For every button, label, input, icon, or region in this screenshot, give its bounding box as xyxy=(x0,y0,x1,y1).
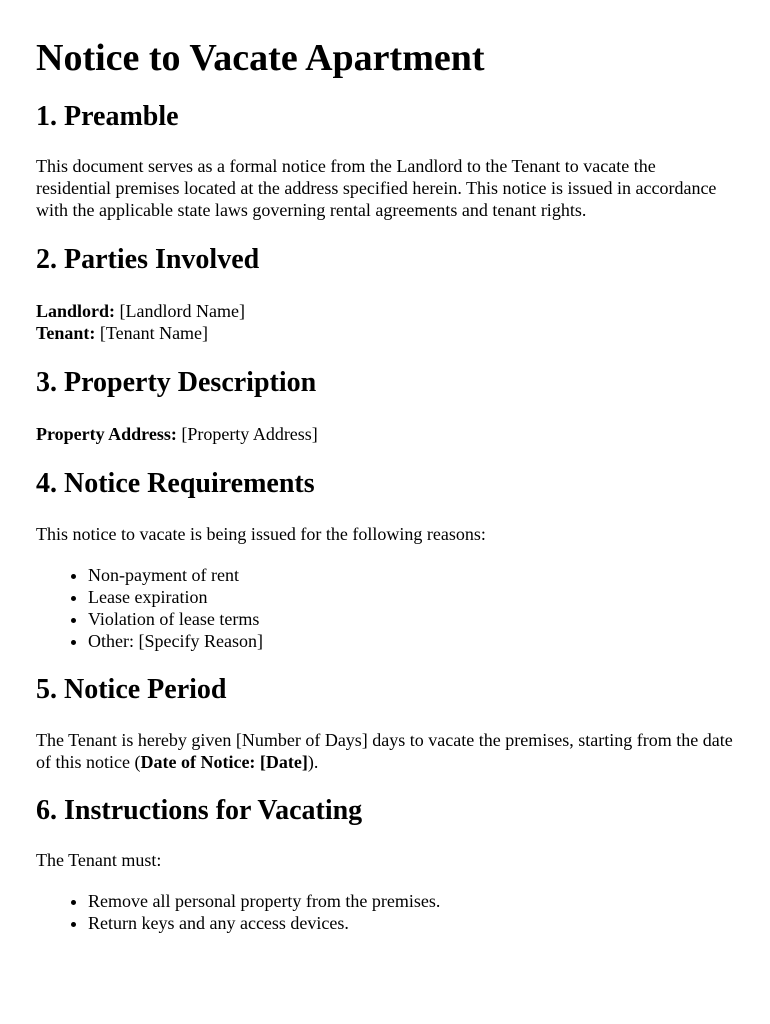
tenant-value: [Tenant Name] xyxy=(95,323,209,343)
date-of-notice: Date of Notice: [Date] xyxy=(140,752,308,772)
instructions-intro: The Tenant must: xyxy=(36,850,162,870)
list-item: • Lease expiration xyxy=(88,586,734,608)
document-title: Notice to Vacate Apartment xyxy=(36,37,485,79)
period-text-after: ). xyxy=(307,752,319,772)
list-item: • Return keys and any access devices. xyxy=(88,912,734,934)
landlord-line xyxy=(36,301,245,321)
property-heading: 3. Property Description xyxy=(36,367,317,398)
requirements-heading: 4. Notice Requirements xyxy=(36,468,315,499)
list-item: • Violation of lease terms xyxy=(88,608,734,630)
list-item: • Other: [Specify Reason] xyxy=(88,630,734,652)
preamble-text: This document serves as a formal notice from the Landlord to the Tenant to vacate the residential premises located at the address specified herein. This notice is issued in accordance with the applicable state laws governing rental agreements and tenant rights. xyxy=(36,156,717,220)
landlord-value: [Landlord Name] xyxy=(115,301,245,321)
instructions-list xyxy=(36,890,734,934)
preamble-heading: 1. Preamble xyxy=(36,101,179,132)
parties-block xyxy=(36,300,734,344)
reasons-list xyxy=(36,564,734,652)
tenant-line xyxy=(36,323,208,343)
landlord-label: Landlord: xyxy=(36,301,116,321)
period-text-before: The Tenant is hereby given [Number of Days] days to vacate the premises, starting from the date of this notice ( xyxy=(36,730,733,772)
list-item: • Non-payment of rent xyxy=(88,564,734,586)
property-address-value: [Property Address] xyxy=(176,424,318,444)
requirements-intro: This notice to vacate is being issued for the following reasons: xyxy=(36,524,486,544)
property-address-line xyxy=(36,423,734,445)
period-text xyxy=(36,729,734,773)
instructions-heading: 6. Instructions for Vacating xyxy=(36,795,363,826)
period-heading: 5. Notice Period xyxy=(36,674,227,705)
property-address-label: Property Address: xyxy=(36,424,177,444)
parties-heading: 2. Parties Involved xyxy=(36,244,260,275)
tenant-label: Tenant: xyxy=(36,323,96,343)
list-item: • Remove all personal property from the premises. xyxy=(88,890,734,912)
